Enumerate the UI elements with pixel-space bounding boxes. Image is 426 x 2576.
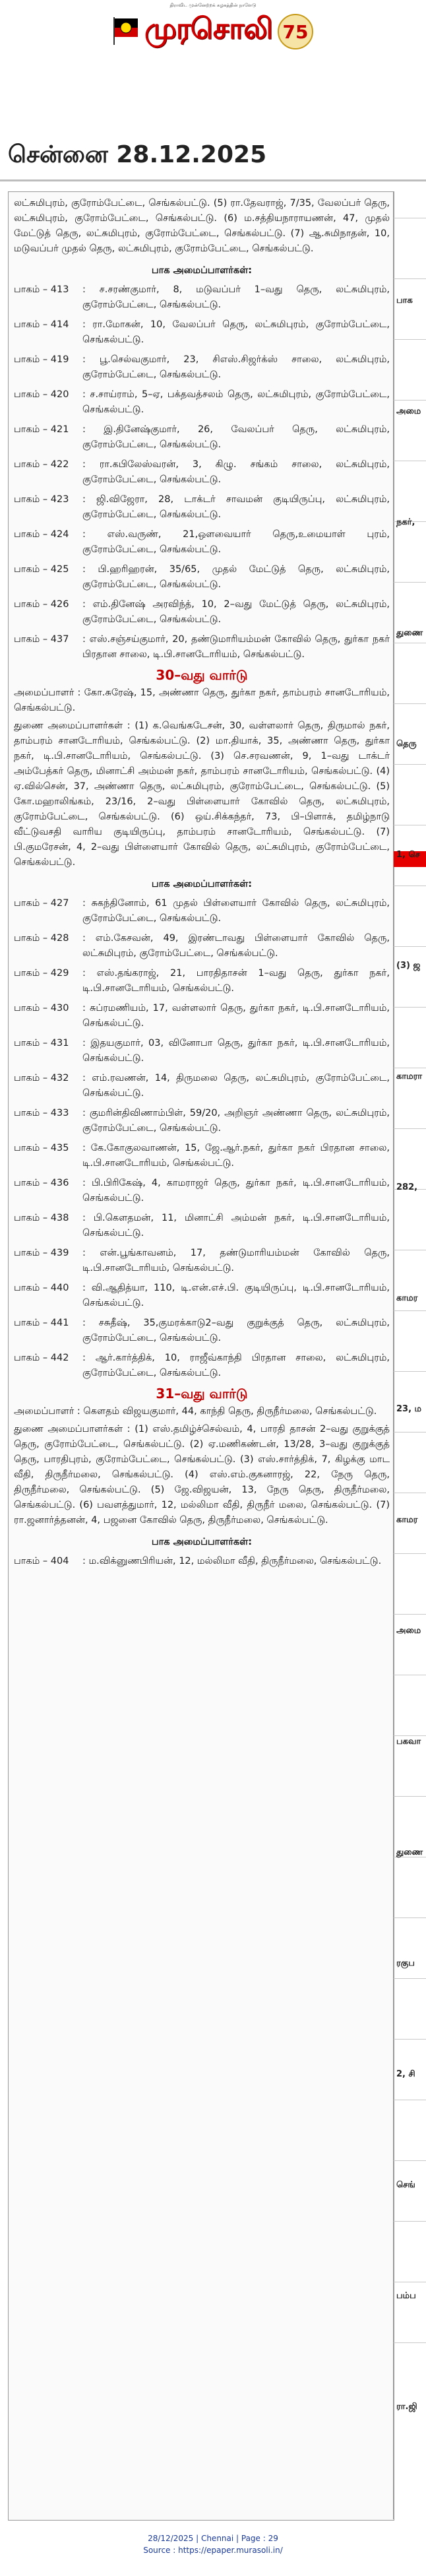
- divider: [394, 1917, 426, 1918]
- booth-text: : இதயகுமார், 03, வினோபா தெரு, துர்கா நகர், டி.பி.சானடோரியம், செங்கல்பட்டு.: [82, 1038, 390, 1064]
- booth-row: [14, 1351, 390, 1381]
- booth-text: : ஆர்.கார்த்திக், 10, ராஜீவ்காந்தி பிரதான சாலை, லட்சுமிபுரம், குரோம்பேட்டை, செங்கல்பட்டு.: [82, 1353, 390, 1378]
- booth-row: [14, 422, 390, 453]
- booth-row: [14, 1106, 390, 1136]
- booth-id: பாகம் – 420: [14, 389, 69, 400]
- adjacent-text-fragment: ரகுப: [396, 1958, 415, 1968]
- article-column: [14, 196, 390, 1574]
- booth-text: : குமரின்திவிணாம்பிள், 59/20, அறிஞர் அண்ணா தெரு, லட்சுமிபுரம், குரோம்பேட்டை, செங்கல்பட்டு.: [82, 1108, 390, 1134]
- adjacent-text-fragment: 1, செ: [396, 850, 420, 860]
- booth-id: பாகம் – 427: [14, 898, 69, 909]
- booth-row: [14, 1176, 390, 1206]
- booth-row: [14, 931, 390, 961]
- adjacent-text-fragment: செங்: [396, 2180, 415, 2190]
- masthead-title: முரசொலி: [144, 11, 272, 46]
- booth-row: [14, 1211, 390, 1241]
- adjacent-text-fragment: ரா.ஜி: [396, 2402, 417, 2412]
- ward-heading: 30–வது வார்டு: [156, 667, 248, 683]
- booth-text: : சுப்ரமணியம், 17, வள்ளலார் தெரு, துர்கா நகர், டி.பி.சானடோரியம், செங்கல்பட்டு.: [82, 1003, 390, 1029]
- adjacent-text-fragment: பகவா: [396, 1737, 421, 1747]
- booth-id: பாகம் – 440: [14, 1283, 69, 1293]
- booth-text: : எஸ்.தங்கராஜ், 21, பாரதிதாசன் 1–வது தெரு, துர்கா நகர், டி.பி.சானடோரியம், செங்கல்பட்டு.: [82, 968, 390, 994]
- divider: [0, 179, 426, 181]
- divider: [394, 1735, 426, 1736]
- ward-deputies: துணை அமைப்பாளர்கள் : (1) க.வெங்கடேசன், 30, வள்ளலார் தெரு, திருமால் நகர், தாம்பரம் சானடோரியம், செங்கல்பட்டு. (2) மா.தியாக், 35, அண்ணா தெரு, துர்கா நகர், டி.பி.சானடோரியம், செங்கல்பட்டு. (3) செ.சரவணன், 9, 1–வது டாக்டர் அம்பேத்கர் தெரு, மினாட்சி அம்மன் நகர், தாம்பரம் சானடோரியம், செங்கல்பட்டு. (4) ஏ.வில்சென், 37, அண்ணா தெரு, லட்சுமிபுரம், குரோம்பேட்டை, செங்கல்பட்டு. (5) கோ.மஹாலிங்கம், 23/16, 2–வது பிள்ளையார் கோவில் தெரு, லட்சுமிபுரம், குரோம்பேட்டை, செங்கல்பட்டு. (6) ஒய்.சிக்கந்தர், 73, பி–பிளாக், தமிழ்நாடு வீட்டுவசதி வாரிய குடியிருப்பு, தாம்பரம் சானடோரியம், செங்கல்பட்டு. (7) பி.குமரேசன், 4, 2–வது பிள்ளையார் கோவில் தெரு, லட்சுமிபுரம், குரோம்பேட்டை, செங்கல்பட்டு.: [14, 721, 390, 868]
- booth-row: [14, 282, 390, 313]
- booth-text: : ச.சாய்ராம், 5–ஏ, பக்தவத்சலம் தெரு, லட்சுமிபுரம், குரோம்பேட்டை, செங்கல்பட்டு.: [82, 389, 390, 415]
- booth-id: பாகம் – 438: [14, 1213, 69, 1223]
- ward-organizer: அமைப்பாளர் : கௌதம் விஜயகுமார், 44, காந்தி தெரு, திருநீர்மலை, செங்கல்பட்டு.: [14, 1406, 377, 1417]
- booth-row: [14, 966, 390, 996]
- booth-text: : பூ.செல்வகுமார், 23, சிஎஸ்.சிஜர்க்ஸ் சாலை, லட்சுமிபுரம், குரோம்பேட்டை, செங்கல்பட்டு.: [82, 354, 390, 380]
- booth-id: பாகம் – 428: [14, 933, 69, 944]
- anniversary-number: 75: [282, 21, 309, 43]
- adjacent-text-fragment: அமை: [396, 406, 421, 416]
- divider: [394, 1978, 426, 1979]
- booth-id: பாகம் – 433: [14, 1108, 69, 1118]
- ward-organizer: அமைப்பாளர் : கோ.சுரேஷ், 15, அண்ணா தெரு, துர்கா நகர், தாம்பரம் சானடோரியம், செங்கல்பட்டு.: [14, 688, 390, 713]
- adjacent-text-fragment: 282,: [396, 1182, 418, 1192]
- booth-id: பாகம் – 426: [14, 599, 69, 610]
- adjacent-text-fragment: பம்ப: [396, 2291, 416, 2301]
- adjacent-text-fragment: தெரு: [396, 739, 417, 749]
- booth-id: பாகம் – 414: [14, 319, 69, 330]
- booth-text: : பி.கௌதமன், 11, மினாட்சி அம்மன் நகர், டி.பி.சானடோரியம், செங்கல்பட்டு.: [82, 1213, 390, 1239]
- booth-text: : சசுதீஷ், 35,குமரக்காடு2–வது குறுக்குத் தெரு, லட்சுமிபுரம், குரோம்பேட்டை, செங்கல்பட்டு.: [82, 1318, 390, 1343]
- adjacent-text-fragment: பாக: [396, 296, 413, 306]
- booth-row: [14, 527, 390, 558]
- booth-row: [14, 317, 390, 348]
- booth-id: பாகம் – 431: [14, 1038, 69, 1048]
- page-dateline: சென்னை 28.12.2025: [8, 141, 267, 168]
- article-clip: [8, 191, 394, 2521]
- booth-text: : எம்.ரவணன், 14, திருமலை தெரு, லட்சுமிபுரம், குரோம்பேட்டை, செங்கல்பட்டு.: [82, 1073, 390, 1099]
- adjacent-text-fragment: துணை: [396, 628, 423, 638]
- booth-row: [14, 632, 390, 662]
- booth-id: பாகம் – 422: [14, 459, 69, 470]
- article-intro: லட்சுமிபுரம், குரோம்பேட்டை, செங்கல்பட்டு. (5) ரா.தேவராஜ், 7/35, வேலப்பர் தெரு, லட்சுமிபுரம், குரோம்பேட்டை, செங்கல்பட்டு. (6) ம.சத்தியநாராயணன், 47, முதல் மேட்டுத் தெரு, லட்சுமிபுரம், குரோம்பேட்டை, செங்கல்பட்டு. (7) ஆ.சுமிநாதன், 10, மடுவப்பர் முதல் தெரு, லட்சுமிபுரம், குரோம்பேட்டை, செங்கல்பட்டு.: [14, 198, 390, 254]
- booth-row: [14, 1246, 390, 1276]
- adjacent-text-fragment: துணை: [396, 1848, 423, 1857]
- divider: [394, 2039, 426, 2040]
- booth-id: பாகம் – 436: [14, 1178, 69, 1188]
- party-flag-icon: [111, 15, 140, 46]
- divider: [394, 400, 426, 401]
- divider: [394, 339, 426, 340]
- divider: [394, 1371, 426, 1372]
- booth-id: பாகம் – 437: [14, 634, 69, 645]
- divider: [394, 764, 426, 765]
- booth-id: பாகம் – 432: [14, 1073, 69, 1083]
- booth-text: : எஸ்.வருண், 21,ஒளவையார் தெரு,உமையாள் புரம், குரோம்பேட்டை, செங்கல்பட்டு.: [82, 529, 390, 555]
- booth-id: பாகம் – 421: [14, 424, 69, 435]
- ward-deputies: துணை அமைப்பாளர்கள் : (1) எஸ்.தமிழ்ச்செல்வம், 4, பாரதி தாசன் 2–வது குறுக்குத் தெரு, குரோம்பேட்டை, செங்கல்பட்டு. (2) ஏ.மணிகண்டன், 13/28, 3–வது குறுக்குத் தெரு, பாரதிபுரம், குரோம்பேட்டை, செங்கல்பட்டு. (3) எஸ்.சார்த்திக், 7, கிழக்கு மாட வீதி, திருநீர்மலை, செங்கல்பட்டு. (4) எஸ்.எம்.குகனாரஜ், 22, நேரு தெரு, திருநீர்மலை, செங்கல்பட்டு. (5) ஜே.விஜயன், 13, நேரு தெரு, திருநீர்மலை, செங்கல்பட்டு. (6) பவளத்துமார், 12, மல்லிமா வீதி, திருநீர் மலை, செங்கல்பட்டு. (7) ரா.ஜனார்த்தனன், 4, பஜனை கோவில் தெரு, திருநீர்மலை, செங்கல்பட்டு.: [14, 1424, 390, 1526]
- page-footer: [0, 2532, 426, 2556]
- divider: [394, 2342, 426, 2343]
- booth-row: [14, 492, 390, 523]
- booth-text: : ம.விக்னுணபிரியன், 12, மல்லிமா வீதி, திருநீர்மலை, செங்கல்பட்டு.: [82, 1556, 382, 1566]
- adjacent-text-fragment: நகர்,: [396, 517, 415, 527]
- section-heading: பாக அமைப்பாளர்கள்:: [151, 265, 253, 276]
- divider: [394, 1310, 426, 1311]
- adjacent-text-fragment: அமை: [396, 1626, 421, 1636]
- booth-text: : பி.ஹரிஹரன், 35/65, முதல் மேட்டுத் தெரு, லட்சுமிபுரம், குரோம்பேட்டை, செங்கல்பட்டு.: [82, 564, 390, 590]
- booth-text: : எஸ்.சஞ்சய்குமார், 20, தண்டுமாரியம்மன் கோவில் தெரு, துர்கா நகர் பிரதான சாலை, டி.பி.சானடோரியம், செங்கல்பட்டு.: [82, 634, 390, 660]
- adjacent-text-fragment: காமர: [396, 1515, 418, 1525]
- booth-id: பாகம் – 425: [14, 564, 69, 575]
- booth-text: : சுகந்தினோம், 61 முதல் பிள்ளையார் கோவில் தெரு, லட்சுமிபுரம், குரோம்பேட்டை, செங்கல்பட்டு.: [82, 898, 390, 924]
- adjacent-text-fragment: (3) ஜ: [396, 961, 421, 971]
- booth-row: [14, 562, 390, 593]
- footer-page-info: 28/12/2025 | Chennai | Page : 29: [148, 2534, 278, 2543]
- masthead: [0, 0, 426, 65]
- section-heading: பாக அமைப்பாளர்கள்:: [151, 1537, 253, 1547]
- booth-text: : வி.ஆதித்யா, 110, டி.என்.எச்.பி. குடியிருப்பு, டி.பி.சானடோரியம், செங்கல்பட்டு.: [82, 1283, 390, 1308]
- adjacent-article-edge: [393, 191, 426, 2519]
- booth-row: [14, 1141, 390, 1171]
- ward-heading: 31–வது வார்டு: [156, 1386, 248, 1401]
- booth-text: : இ.தினேஷ்குமார், 26, வேலப்பர் தெரு, லட்சுமிபுரம், குரோம்பேட்டை, செங்கல்பட்டு.: [82, 424, 390, 450]
- booth-id: பாகம் – 404: [14, 1556, 69, 1566]
- booth-row: [14, 1001, 390, 1031]
- footer-source-link[interactable]: Source : https://epaper.murasoli.in/: [143, 2546, 283, 2555]
- booth-id: பாகம் – 429: [14, 968, 69, 979]
- booth-id: பாகம் – 439: [14, 1248, 69, 1258]
- booth-row: [14, 896, 390, 926]
- booth-text: : பி.பிரிகேஷ், 4, காமராஜர் தெரு, துர்கா நகர், டி.பி.சானடோரியம், செங்கல்பட்டு.: [82, 1178, 390, 1204]
- booth-id: பாகம் – 441: [14, 1318, 69, 1328]
- booth-row: [14, 1071, 390, 1101]
- divider: [394, 1796, 426, 1797]
- booth-row: [14, 1036, 390, 1066]
- divider: [394, 703, 426, 704]
- adjacent-text-fragment: 23, ம: [396, 1404, 422, 1414]
- masthead-logo: [0, 9, 426, 51]
- adjacent-text-fragment: 2, சி: [396, 2069, 415, 2079]
- booth-id: பாகம் – 424: [14, 529, 69, 540]
- booth-id: பாகம் – 435: [14, 1143, 69, 1153]
- booth-id: பாகம் – 423: [14, 494, 69, 505]
- booth-id: பாகம் – 413: [14, 284, 69, 295]
- divider: [394, 582, 426, 583]
- section-heading: பாக அமைப்பாளர்கள்:: [151, 879, 253, 889]
- divider: [394, 1128, 426, 1129]
- divider: [394, 2160, 426, 2161]
- booth-row: [14, 1316, 390, 1346]
- booth-list: [14, 282, 390, 662]
- divider: [394, 1007, 426, 1008]
- adjacent-text-fragment: காமர: [396, 1293, 418, 1303]
- booth-text: : ரா.கபிலேஸ்வரன், 3, கிழு. சங்கம் சாலை, லட்சுமிபுரம், குரோம்பேட்டை, செங்கல்பட்டு.: [82, 459, 390, 485]
- booth-row: [14, 352, 390, 383]
- booth-text: : எம்.கேசவன், 49, இரண்டாவது பிள்ளையார் கோவில் தெரு, லட்சுமிபுரம், குரோம்பேட்டை, செங்கல்பட்டு.: [82, 933, 390, 959]
- divider: [394, 1614, 426, 1615]
- booth-text: : ரா.மோகன், 10, வேலப்பர் தெரு, லட்சுமிபுரம், குரோம்பேட்டை, செங்கல்பட்டு.: [82, 319, 390, 345]
- booth-row: [14, 1554, 390, 1569]
- divider: [394, 2221, 426, 2222]
- booth-text: : ஜி.விஜேரா, 28, டாக்டர் சாவமன் குடியிருப்பு, லட்சுமிபுரம், குரோம்பேட்டை, செங்கல்பட்டு.: [82, 494, 390, 520]
- booth-id: பாகம் – 442: [14, 1353, 69, 1363]
- booth-text: : ச.சரண்குமார், 8, மடுவப்பர் 1–வது தெரு, லட்சுமிபுரம், குரோம்பேட்டை, செங்கல்பட்டு.: [82, 284, 390, 310]
- anniversary-badge-icon: [276, 9, 315, 51]
- booth-row: [14, 457, 390, 488]
- masthead-tagline: திராவிட முன்னேற்றக் கழகத்தின் நாளேடு: [169, 3, 257, 8]
- divider: [394, 1553, 426, 1554]
- adjacent-text-fragment: காமரா: [396, 1072, 423, 1081]
- booth-text: : என்.பூங்காவனம், 17, தண்டுமாரியம்மன் கோவில் தெரு, டி.பி.சானடோரியம், செங்கல்பட்டு.: [82, 1248, 390, 1273]
- booth-text: : எம்.தினேஷ் அரவிந்த், 10, 2–வது மேட்டுத் தெரு, லட்சுமிபுரம், குரோம்பேட்டை, செங்கல்பட்டு.: [82, 599, 390, 625]
- booth-row: [14, 597, 390, 628]
- booth-id: பாகம் – 430: [14, 1003, 69, 1014]
- booth-row: [14, 387, 390, 418]
- booth-row: [14, 1281, 390, 1311]
- booth-text: : கே.கோகுலவாணன், 15, ஜே.ஆர்.நகர், துர்கா நகர் பிரதான சாலை, டி.பி.சானடோரியம், செங்கல்பட்டு.: [82, 1143, 390, 1169]
- divider: [394, 946, 426, 947]
- booth-list: [14, 896, 390, 1381]
- divider: [394, 1432, 426, 1433]
- divider: [394, 278, 426, 279]
- booth-id: பாகம் – 419: [14, 354, 69, 365]
